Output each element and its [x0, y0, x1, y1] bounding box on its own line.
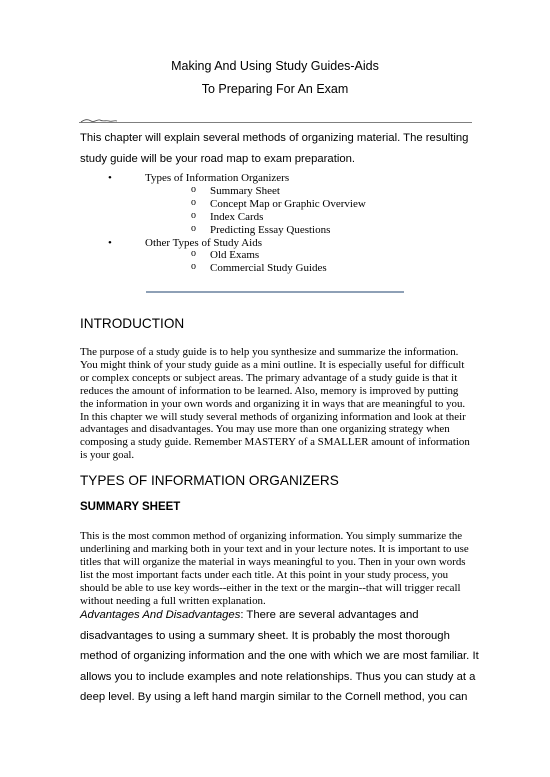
paragraph-line: [80, 605, 480, 626]
paragraph-line: or complex concepts or subject areas. The primary advantage of a study guide is that it: [80, 371, 458, 384]
paragraph-line: reduces the amount of information to be learned. Also, memory is improved by putting: [80, 384, 459, 397]
paragraph-line: deep level. By using a left hand margin similar to the Cornell method, you can: [80, 691, 468, 703]
section-divider: [146, 291, 404, 293]
subtopic-item: o Predicting Essay Questions: [145, 224, 366, 237]
paragraph-line: composing a study guide. Remember MASTERY of a SMALLER amount of information: [80, 436, 470, 449]
topic-label: Types of Information Organizers: [145, 172, 290, 184]
title-separator: [79, 118, 472, 124]
advantages-label: Advantages And Disadvantages: [80, 609, 241, 621]
subtopic-list: [145, 249, 366, 275]
paragraph-line: should be able to use key words--either in the text or the margin--that will trigger recall: [80, 581, 461, 594]
summary-sheet-heading: SUMMARY SHEET: [80, 501, 181, 513]
topics-list: [80, 172, 366, 275]
chapter-intro: [80, 128, 480, 169]
paragraph-line: the information in your own words and organizing it in ways that are meaningful to you.: [80, 397, 466, 410]
chapter-intro-line: This chapter will explain several methods of organizing material. The resulting: [80, 132, 469, 144]
subtopic-item: o Commercial Study Guides: [145, 262, 366, 275]
paragraph-line: method of organizing information and the one with which we are most familiar. It: [80, 650, 479, 662]
advantages-paragraph: [80, 605, 480, 708]
paragraph-line: list the most important facts under each title. At this point in your study process, you: [80, 568, 449, 581]
topic-label: Other Types of Study Aids: [145, 236, 262, 249]
paragraph-line: In this chapter we will study several methods of organizing information and look at their: [80, 410, 466, 423]
chapter-intro-line: study guide will be your road map to exam preparation.: [80, 152, 356, 165]
topic-item: [80, 172, 366, 237]
paragraph-line: You might think of your study guide as a mini outline. It is especially useful for difficult: [80, 358, 465, 371]
paragraph-line: without needing a full written explanation.: [80, 594, 266, 607]
types-heading: TYPES OF INFORMATION ORGANIZERS: [80, 473, 339, 488]
document-title-line-1: Making And Using Study Guides-Aids: [171, 59, 379, 73]
subtopic-item: o Summary Sheet: [145, 185, 366, 198]
paragraph-line: advantages and disadvantages. You may use more than one organizing strategy when: [80, 423, 450, 436]
paragraph-line: This is the most common method of organizing information. You simply summarize the: [80, 530, 463, 542]
introduction-paragraph: [80, 346, 476, 462]
subtopic-item: o Concept Map or Graphic Overview: [145, 198, 366, 211]
topic-item: [80, 237, 366, 276]
subtopic-list: [145, 185, 366, 237]
summary-sheet-paragraph: [80, 530, 476, 607]
subtopic-item: o Old Exams: [145, 249, 366, 262]
introduction-heading: INTRODUCTION: [80, 316, 185, 331]
paragraph-line: disadvantages to using a summary sheet. It is probably the most thorough: [80, 629, 450, 642]
paragraph-line: The purpose of a study guide is to help you synthesize and summarize the information.: [80, 346, 459, 358]
advantages-first-line: : There are several advantages and: [240, 609, 419, 621]
paragraph-line: underlining and marking both in your text and in your lecture notes. It is important to use: [80, 542, 469, 555]
paragraph-line: is your goal.: [80, 449, 135, 462]
subtopic-item: o Index Cards: [145, 211, 366, 224]
paragraph-line: titles that will organize the material in ways meaningful to you. Then in your own words: [80, 555, 466, 568]
paragraph-line: allows you to include examples and note relationships. Thus you can study at a: [80, 670, 476, 683]
document-title-line-2: To Preparing For An Exam: [201, 82, 349, 96]
